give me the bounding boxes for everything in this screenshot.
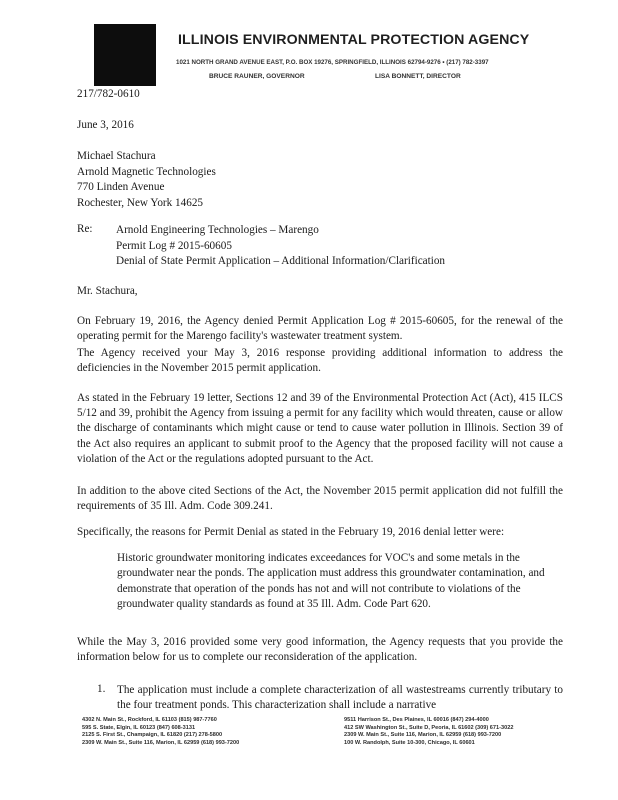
paragraph-4: In addition to the above cited Sections of the Act, the November 2015 permit application did not fulfill the requirements of 35 Ill. Adm. Code 309.241.	[77, 485, 563, 513]
re-subject	[116, 223, 445, 270]
governor-name: BRUCE RAUNER, GOVERNOR	[209, 73, 305, 80]
footer-office: 2125 S. First St., Champaign, IL 61820 (217) 278-5800	[82, 732, 223, 739]
footer-office: 2309 W. Main St., Suite 116, Marion, IL 62959 (618) 993-7200	[82, 740, 240, 747]
salutation: Mr. Stachura,	[77, 285, 138, 297]
phone-number: 217/782-0610	[77, 88, 140, 100]
re-line-3: Denial of State Permit Application – Additional Information/Clarification	[116, 255, 446, 268]
recipient-city: Rochester, New York 14625	[77, 197, 204, 209]
paragraph-1: On February 19, 2016, the Agency denied Permit Application Log # 2015-60605, for the renewal of the operating permit for the Marengo facility's wastewater treatment system.	[77, 315, 563, 343]
list-item-text: The application must include a complete characterization of all wastestreams currently tributary to the four treatment ponds. This characterization shall include a narrative	[117, 684, 563, 712]
agency-address: 1021 NORTH GRAND AVENUE EAST, P.O. BOX 19276, SPRINGFIELD, ILLINOIS 62794-9276 • (217) 782-3397	[176, 59, 489, 66]
footer-office: 412 SW Washington St., Suite D, Peoria, IL 61602 (309) 671-3022	[344, 724, 514, 731]
paragraph-after-quote: While the May 3, 2016 provided some very good information, the Agency requests that you provide the information below for us to complete our reconsideration of the application.	[77, 636, 563, 664]
footer-office: 9511 Harrison St., Des Plaines, IL 60016 (847) 294-4000	[344, 717, 489, 723]
re-line-2: Permit Log # 2015-60605	[116, 239, 232, 252]
list-item-number: 1.	[97, 683, 106, 695]
footer-office: 595 S. State, Elgin, IL 60123 (847) 608-3131	[82, 724, 196, 731]
footer-office: 4302 N. Main St., Rockford, IL 61103 (815) 987-7760	[82, 717, 217, 723]
agency-logo	[94, 24, 156, 86]
director-name: LISA BONNETT, DIRECTOR	[375, 73, 461, 80]
footer-offices-left	[82, 717, 239, 748]
recipient-street: 770 Linden Avenue	[77, 181, 165, 193]
recipient-company: Arnold Magnetic Technologies	[77, 166, 216, 178]
paragraph-2: The Agency received your May 3, 2016 response providing additional information to address the deficiencies in the November 2015 permit application.	[77, 347, 563, 375]
footer-office: 100 W. Randolph, Suite 10-300, Chicago, IL 60601	[344, 740, 475, 747]
recipient-name: Michael Stachura	[77, 150, 156, 162]
agency-name: ILLINOIS ENVIRONMENTAL PROTECTION AGENCY	[178, 32, 530, 48]
footer-offices-right	[344, 717, 513, 748]
denial-reason-quote: Historic groundwater monitoring indicates exceedances for VOC's and some metals in the groundwater near the ponds. The application must address this groundwater contamination, and demonstrate that operation of the ponds has not and will not contribute to violations of the groundwater quality standards as found at 35 Ill. Adm. Code Part 620.	[117, 552, 545, 611]
letter-date: June 3, 2016	[77, 119, 134, 131]
paragraph-3: As stated in the February 19 letter, Sections 12 and 39 of the Environmental Protection Act (Act), 415 ILCS 5/12 and 39, prohibit the Agency from issuing a permit for any facility which would threaten, cause or allow the discharge of contaminants which might cause or tend to cause water pollution in Illinois. Section 39 of the Act also requires an applicant to submit proof to the Agency that the proposed facility will not cause a violation of the Act or the regulations adopted pursuant to the Act.	[77, 392, 563, 465]
re-line-1: Arnold Engineering Technologies – Marengo	[116, 224, 319, 236]
footer-office: 2309 W. Main St., Suite 116, Marion, IL 62959 (618) 993-7200	[344, 732, 502, 739]
re-label: Re:	[77, 223, 93, 235]
paragraph-5: Specifically, the reasons for Permit Denial as stated in the February 19, 2016 denial letter were:	[77, 526, 505, 538]
